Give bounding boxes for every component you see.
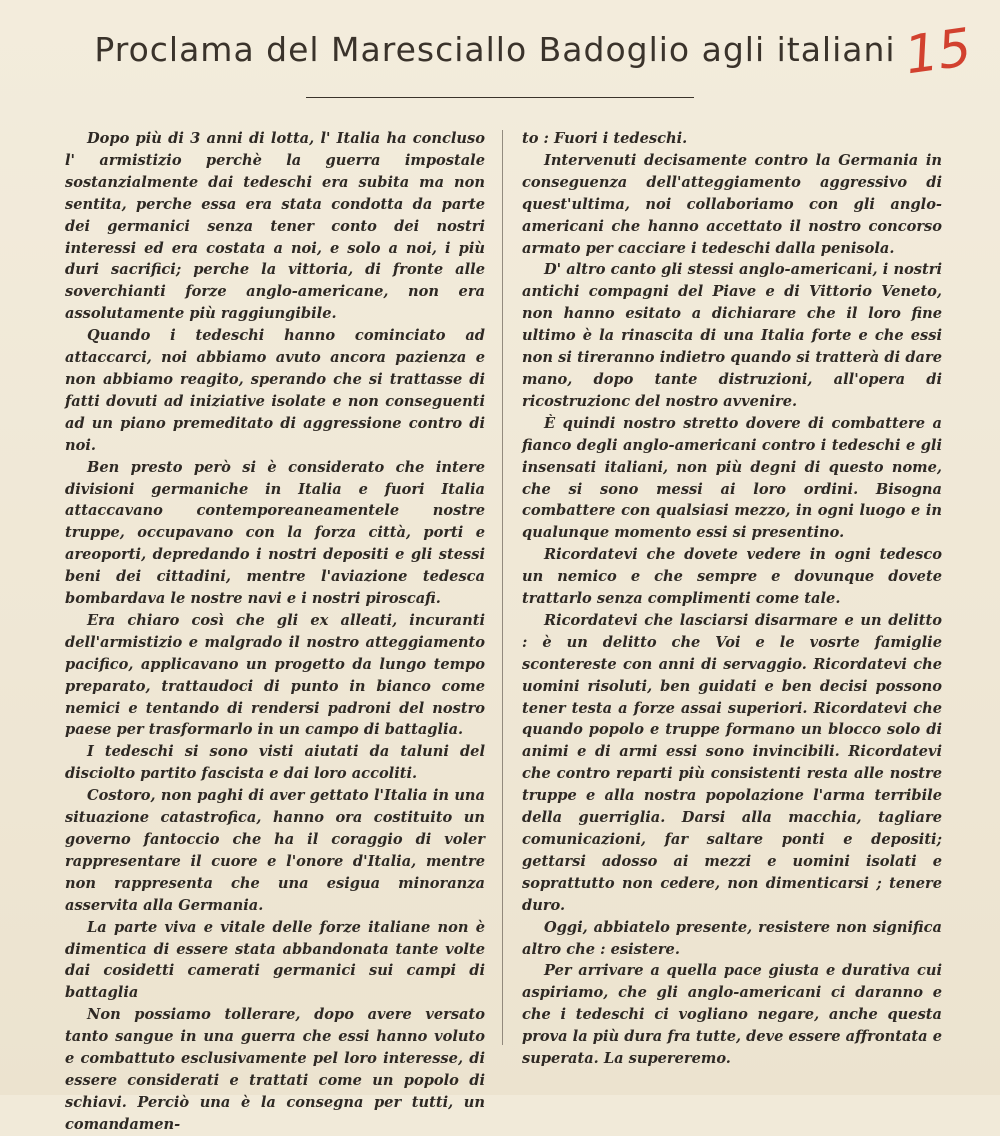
left-column: [65, 128, 485, 1136]
right-column: [522, 128, 942, 1070]
paragraph: È quindi nostro stretto dovere di combattere a fianco degli anglo-americani contro i tedeschi e gli insensati italiani, non più degni di questo nome, che si sono messi ai loro ordini. Bisogna combattere con qualsiasi mezzo, in ogni luogo e in qualunque momento essi si presentino.: [522, 414, 942, 542]
page-title: Proclama del Maresciallo Badoglio agli italiani: [94, 30, 896, 69]
paragraph: Ricordatevi che dovete vedere in ogni tedesco un nemico e che sempre e dovunque dovete trattarlo senza complimenti come tale.: [522, 546, 942, 608]
paragraph: Dopo più di 3 anni di lotta, l' Italia ha concluso l' armistizio perchè la guerra impostale sostanzialmente dai tedeschi era subita ma non sentita, perche essa era stata condotta da parte dei germanici senza tener conto dei nostri interessi ed era costata a noi, e solo a noi, i più duri sacrifici; perche la vittoria, di fronte alle soverchianti forze anglo-americane, non era assolutamente più raggiungibile.: [65, 130, 485, 323]
paragraph: La parte viva e vitale delle forze italiane non è dimentica di essere stata abbandonata tante volte dai cosidetti camerati germanici sui campi di battaglia: [65, 918, 485, 1002]
paragraph: Ricordatevi che lasciarsi disarmare e un delitto : è un delitto che Voi e le vosrte famiglie scontereste con anni di servaggio. Ricordatevi che uomini risoluti, ben guidati e ben decisi possono tener testa a forze assai superiori. Ricordatevi che quando popolo e truppe formano un blocco solo di animi e di armi essi sono invincibili. Ricordatevi che contro reparti più consistenti resta alle nostre truppe e alla nostra popolazione l'arma terribile della guerriglia. Darsi alla macchia, tagliare comunicazioni, far saltare ponti e depositi; gettarsi adosso ai mezzi e uomini isolati e soprattutto non cedere, non dimenticarsi ; tenere duro.: [522, 611, 942, 914]
paragraph: Ben presto però si è considerato che intere divisioni germaniche in Italia e fuori Italia attaccavano contemporeaneamentele nostre truppe, occupavano con la forza città, porti e areoporti, depredando i nostri depositi e gli stessi beni dei cittadini, mentre l'aviazione tedesca bombardava le nostre navi e i nostri piroscafi.: [65, 458, 485, 608]
paragraph: Non possiamo tollerare, dopo avere versato tanto sangue in una guerra che essi hanno voluto e combattuto esclusivamente pel loro interesse, di essere considerati e trattati come un popolo di schiavi. Perciò una è la consegna per tutti, un comandamen-: [65, 1006, 485, 1133]
paragraph: Intervenuti decisamente contro la Germania in conseguenza dell'atteggiamento aggressivo di quest'ultima, noi collaboriamo con gli anglo-americani che hanno accettato il nostro concorso armato per cacciare i tedeschi dalla penisola.: [522, 151, 942, 257]
title-underline: [306, 97, 694, 98]
paragraph-continuation: to : Fuori i tedeschi.: [522, 130, 688, 147]
paragraph: Era chiaro così che gli ex alleati, incuranti dell'armistizio e malgrado il nostro atteggiamento pacifico, applicavano un progetto da lungo tempo preparato, trattaudoci di punto in bianco come nemici e tentando di rendersi padroni del nostro paese per trasformarlo in un campo di battaglia.: [65, 611, 485, 739]
paragraph: Costoro, non paghi di aver gettato l'Italia in una situazione catastrofica, hanno ora costituito un governo fantoccio che ha il coraggio di voler rappresentare il cuore e l'onore d'Italia, mentre non rappresenta che una esigua minoranza asservita alla Germania.: [65, 787, 485, 914]
column-divider: [502, 130, 503, 1045]
paragraph: Quando i tedeschi hanno cominciato ad attaccarci, noi abbiamo avuto ancora pazienza e non abbiamo reagito, sperando che si trattasse di fatti dovuti ad iniziative isolate e non conseguenti ad un piano premeditato di aggressione contro di noi.: [65, 327, 485, 454]
paragraph: Oggi, abbiatelo presente, resistere non significa altro che : esistere.: [522, 918, 942, 958]
paragraph: I tedeschi si sono visti aiutati da taluni del disciolto partito fascista e dai loro accoliti.: [65, 743, 485, 783]
handwritten-page-number: 15: [901, 17, 976, 87]
paragraph: D' altro canto gli stessi anglo-americani, i nostri antichi compagni del Piave e di Vittorio Veneto, non hanno esitato a dichiarare che il loro fine ultimo è la rinascita di una Italia forte e che essi non si tireranno indietro quando si tratterà di dare mano, dopo tante distruzioni, all'opera di ricostruzionc del nostro avvenire.: [522, 261, 942, 410]
paragraph: Per arrivare a quella pace giusta e durativa cui aspiriamo, che gli anglo-americani ci daranno e che i tedeschi ci vogliano negare, anche questa prova la più dura fra tutte, deve essere affrontata e superata. La supereremo.: [522, 962, 942, 1068]
